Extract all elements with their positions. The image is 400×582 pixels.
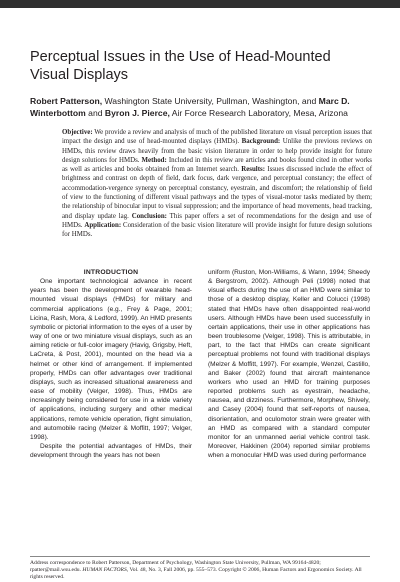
footnote [30, 560, 370, 581]
abstract-conclusion: This paper offers a set of recommendations for the design and use of HMDs. [62, 212, 372, 229]
affiliation-afrl: Air Force Research Laboratory, Mesa, Arizona [169, 108, 348, 118]
abstract [62, 128, 372, 240]
footnote-citation: , Vol. 48, No. 3, Fall 2006, pp. 555–573. Copyright © 2006, Human Factors and Ergonomics Society. All rights reserved. [30, 567, 362, 580]
footnote-journal: HUMAN FACTORS [82, 567, 127, 573]
author-conjunction: and [85, 108, 105, 118]
abstract-conclusion-label: Conclusion: [131, 212, 167, 220]
abstract-results-label: Results: [241, 166, 265, 174]
abstract-background: Unlike the previous reviews on HMDs, this review draws heavily from the basic vision literature in order to help provide insight for future design solutions for HMDs. [62, 138, 372, 164]
abstract-method: Included in this review are articles and books found cited in other works as well as articles and books obtained from an Internet search. [62, 156, 372, 174]
author-winterbottom: Marc D. Winterbottom [30, 96, 350, 118]
intro-paragraph-1: One important technological advance in recent years has been the development of wearable head-mounted visual displays (HMDs) for military and commercial applications (e.g., Frey & Page, 2001; Licina, Rash, Mora, & Ledford, 1999). An HMD presents symbolic or pictorial information to the eyes of a user by way of one or two miniature visual displays, such as an aiming reticle or full-color imagery (Havig, Grigsby, Heft, LaCreta, & Post, 2001), mounted on the head via a helmet or other kind of arrangement. If implemented properly, HMDs can offer advantages over traditional displays, such as increased situational awareness and ease of mobility (Velger, 1998). Thus, HMDs are increasingly being considered for use in a wide variety of applications, including surgery and other medical applications, remote vehicle operation, flight simulation, and automobile racing (Melzer & Moffitt, 1997; Velger, 1998). [30, 278, 192, 441]
affiliation-wsu: Washington State University, Pullman, Washington, and [102, 96, 319, 106]
abstract-application: Consideration of the basic vision literature will provide insight for future design solutions for HMDs. [62, 221, 372, 239]
abstract-objective: We provide a review and analysis of much of the published literature on visual perception issues that impact the design and use of head-mounted displays (HMDs). [62, 129, 372, 146]
author-pierce: Byron J. Pierce, [104, 108, 170, 118]
right-column [208, 268, 370, 558]
left-column [30, 268, 192, 558]
author-line [30, 95, 375, 119]
footnote-divider [30, 556, 370, 557]
body-columns [30, 268, 370, 558]
abstract-background-label: Background: [241, 138, 281, 146]
introduction-heading: INTRODUCTION [83, 269, 139, 276]
top-bar [0, 0, 400, 8]
intro-paragraph-2: Despite the potential advantages of HMDs, their development through the years has not been [30, 442, 192, 460]
author-patterson: Robert Patterson, [30, 96, 103, 106]
paper-title: Perceptual Issues in the Use of Head-Mounted Visual Displays [30, 49, 331, 83]
abstract-objective-label: Objective: [62, 129, 93, 136]
footnote-address: Address correspondence to Robert Patterson, Department of Psychology, Washington State University, Pullman, WA 99164-4820; rpatter@mail.wsu.edu. [30, 560, 321, 573]
abstract-results: Issues discussed include the effect of brightness and contrast on depth of field, dark focus, dark vergence, and perceptual constancy; the effect of accommodation-vergence synergy on perceptual constancy, eyestrain, and discomfort; the relationship of field of view to the functioning of different visual pathways and the types of visual-motor tasks mediated by them; the relationship of binocular input to visual suppression; and the importance of head movements, head tracking, and display update lag. [62, 166, 372, 220]
intro-paragraph-continued: uniform (Ruston, Mon-Williams, & Wann, 1994; Sheedy & Bergstrom, 2002). Although Peli (1998) noted that visual effects during the use of an HMD were similar to those of a desktop display, Keller and Colucci (1998) stated that HMDs have often disappointed real-world users. Although HMDs have been used successfully in certain applications, their use in other applications has been troublesome (Velger, 1998). This is attributable, in part, to the fact that HMDs can create significant perceptual problems not found with traditional displays (Melzer & Moffitt, 1997). For example, Wenzel, Castillo, and Baker (2002) found that aircraft maintenance workers who used an HMD for training purposes reported problems such as eyestrain, headache, nausea, and dizziness. Furthermore, Morphew, Shively, and Casey (2004) found that self-reports of nausea, disorientation, and oculomotor strain were greater with an HMD as compared with a standard computer monitor for an unmanned aerial vehicle control task. Moreover, Hakkinen (2004) reported similar problems when a monocular HMD was used during performance [208, 269, 370, 460]
abstract-method-label: Method: [141, 156, 167, 164]
abstract-application-label: Application: [84, 221, 122, 229]
